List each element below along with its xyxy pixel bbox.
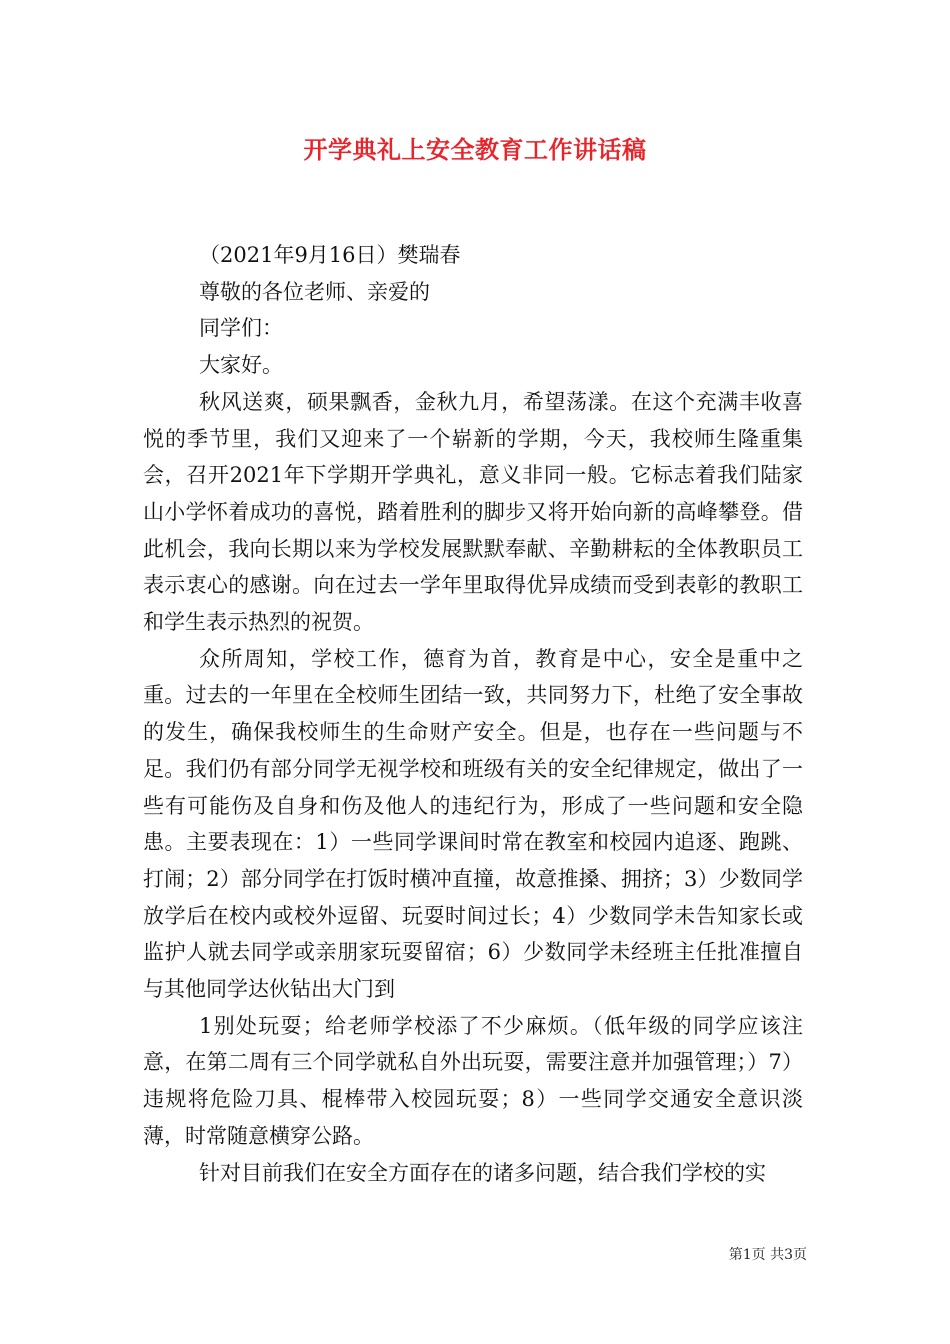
salutation-line: 尊敬的各位老师、亲爱的 xyxy=(199,279,430,304)
body-paragraph-1: 秋风送爽，硕果飘香，金秋九月，希望荡漾。在这个充满丰收喜悦的季节里，我们又迎来了一个崭新的学期，今天，我校师生隆重集会，召开2021年下学期开学典礼，意义非同一般。它标志着我们陆家山小学怀着成功的喜悦，踏着胜利的脚步又将开始向新的高峰攀登。借此机会，我向长期以来为学校发展默默奉献、辛勤耕耘的全体教职员工表示衷心的感谢。向在过去一学年里取得优异成绩而受到表彰的教职工和学生表示热烈的祝贺。 xyxy=(143,389,803,635)
body-paragraph-2: 众所周知，学校工作，德育为首，教育是中心，安全是重中之重。过去的一年里在全校师生团结一致，共同努力下，杜绝了安全事故的发生，确保我校师生的生命财产安全。但是，也存在一些问题与不足。我们仍有部分同学无视学校和班级有关的安全纪律规定，做出了一些有可能伤及自身和伤及他人的违纪行为，形成了一些问题和安全隐患。主要表现在：1）一些同学课间时常在教室和校园内追逐、跑跳、打闹；2）部分同学在打饭时横冲直撞，故意推搡、拥挤；3）少数同学放学后在校内或校外逗留、玩耍时间过长；4）少数同学未告知家长或监护人就去同学或亲朋家玩耍留宿；6）少数同学未经班主任批准擅自与其他同学达伙钻出大门到 xyxy=(143,646,803,1002)
salutation-continuation: 同学们： xyxy=(199,316,283,341)
document-title: 开学典礼上安全教育工作讲话稿 xyxy=(303,135,647,164)
body-paragraph-4: 针对目前我们在安全方面存在的诸多问题，结合我们学校的实 xyxy=(199,1160,766,1185)
body-paragraph-3: 1别处玩耍；给老师学校添了不少麻烦。（低年级的同学应该注意，在第二周有三个同学就私自外出玩耍，需要注意并加强管理；）7）违规将危险刀具、棍棒带入校园玩耍；8）一些同学交通安全意识淡薄，时常随意横穿公路。 xyxy=(143,1013,803,1148)
greeting-line: 大家好。 xyxy=(199,353,283,378)
document-body xyxy=(143,237,803,1191)
page-number-footer: 第1页 共3页 xyxy=(728,1247,807,1263)
date-author-line: （2021年9月16日）樊瑞春 xyxy=(199,243,461,267)
